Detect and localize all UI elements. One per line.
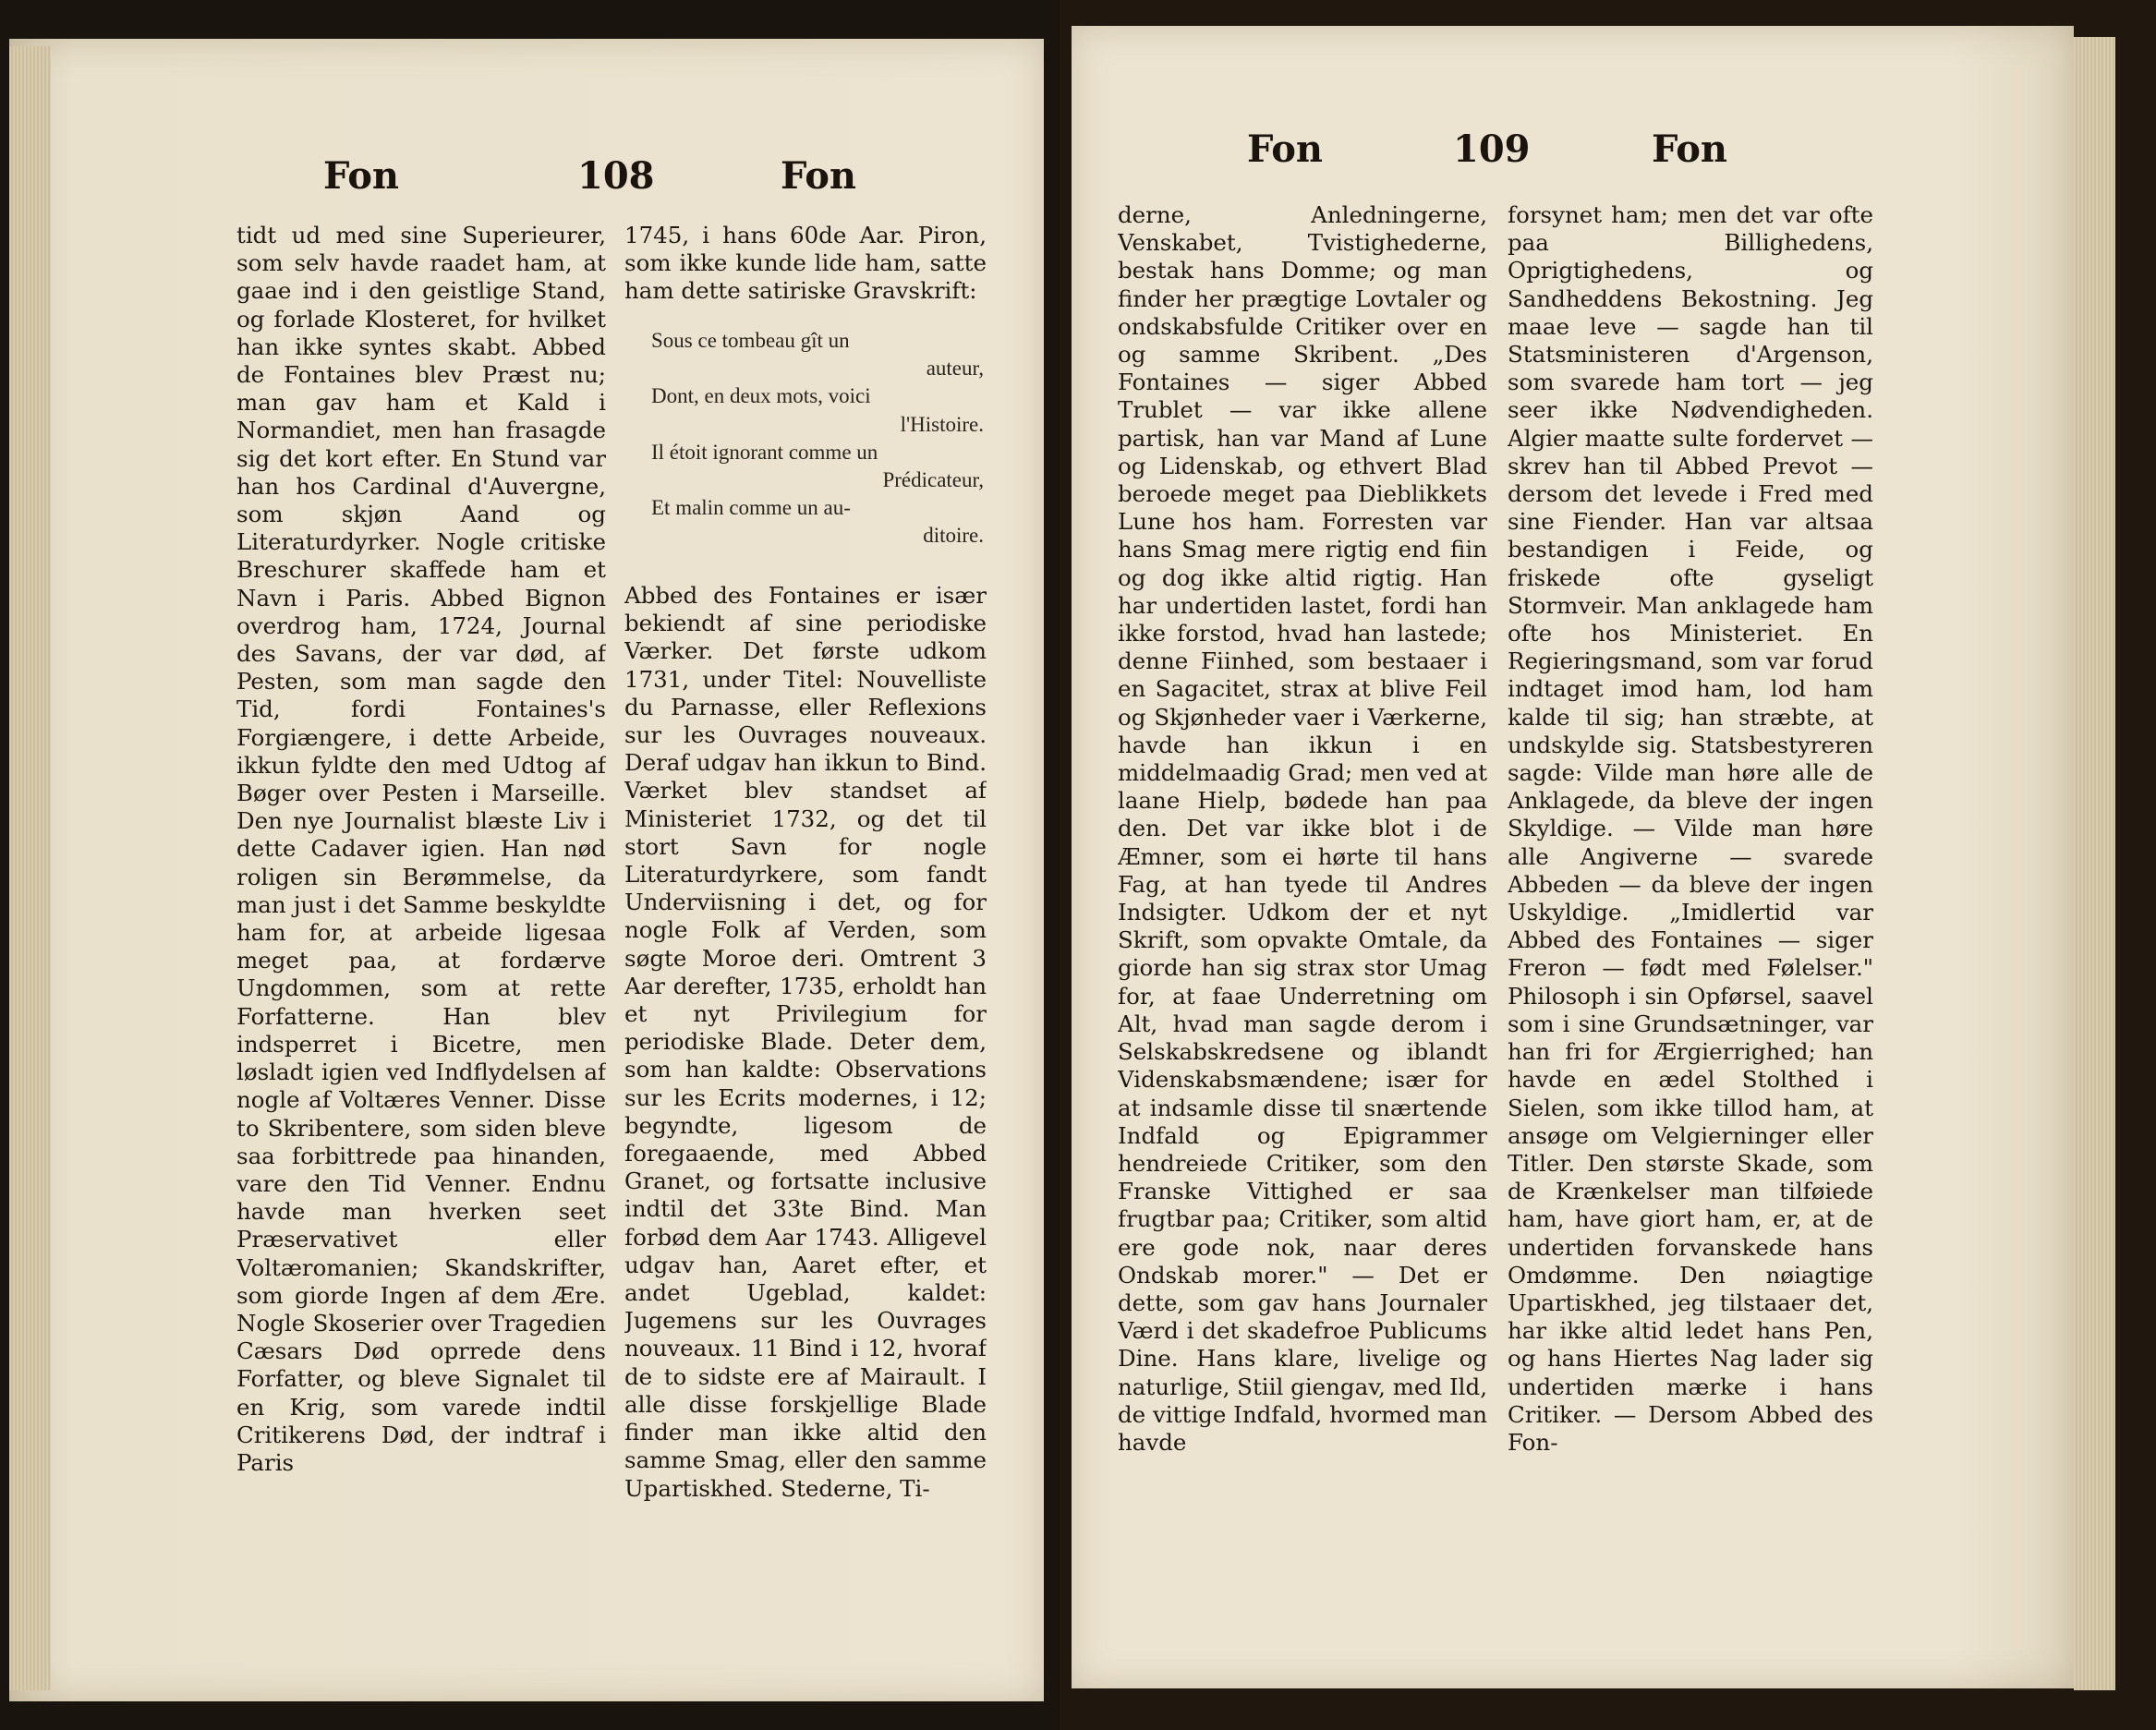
verse-line-1: Sous ce tombeau gît un bbox=[651, 329, 850, 352]
left-page-number: 108 bbox=[577, 154, 655, 198]
epitaph-verse bbox=[651, 327, 984, 550]
left-column-1-text: tidt ud med sine Superieurer, som selv havde raadet ham, at gaae ind i den geistlige Stand, og forlade Klosteret, for hvilket han ikke syntes skabt. Abbed de Fontaines blev Præst nu; man gav ham et Kald i Normandiet, men han frasagde sig det kort efter. En Stund var han hos Cardinal d'Auvergne, som skjøn Aand og Literaturdyrker. Nogle critiske Breschurer skaffede ham et Navn i Paris. Abbed Bignon overdrog ham, 1724, Journal des Savans, der var død, af Pesten, som man sagde den Tid, fordi Fontaines's Forgiængere, i dette Arbeide, ikkun fyldte den med Udtog af Bøger over Pesten i Marseille. Den nye Journalist blæste Liv i dette Cadaver igien. Han nød roligen sin Berømmelse, da man just i det Samme beskyldte ham for, at arbeide ligesaa meget paa, at fordærve Ungdommen, som at rette Forfatterne. Han blev indsperret i Bicetre, men løsladt igien ved Indflydelsen af nogle af Voltæres Venner. Disse to Skribentere, som siden bleve saa forbittrede paa hinanden, vare den Tid Venner. Endnu havde man hverken seet Præservativet eller Voltæromanien; Skandskrifter, som giorde Ingen af dem Ære. Nogle Skoserier over Tragedien Cæsars Død oprrede dens Forfatter, og bleve Signalet til en Krig, som varede indtil Critikerens Død, der indtraf i Paris bbox=[236, 222, 606, 1476]
left-column-2-body-text: Abbed des Fontaines er især bekiendt af sine periodiske Værker. Det første udkom 1731, under Titel: Nouvelliste du Parnasse, eller Reflexions sur les Ouvrages nouveaux. Deraf udgav han ikkun to Bind. Værket blev standset af Ministeriet 1732, og det til stort Savn for nogle Literaturdyrkere, som fandt Underviisning i det, og for nogle Folk af Verden, som søgte Moroe deri. Omtrent 3 Aar derefter, 1735, erholdt han et nyt Privilegium for periodiske Blade. Deter dem, som han kaldte: Observations sur les Ecrits modernes, i 12; begyndte, ligesom de foregaaende, med Abbed Granet, og fortsatte inclusive indtil det 33te Bind. Man forbød dem Aar 1743. Alligevel udgav han, Aaret efter, et andet Ugeblad, kaldet: Jugemens sur les Ouvrages nouveaux. 11 Bind i 12, hvoraf de to sidste ere af Mairault. I alle disse forskjellige Blade finder man ikke altid den samme Smag, eller den samme Upartiskhed. Stederne, Ti- bbox=[624, 582, 987, 1502]
right-running-head-right: Fon bbox=[1652, 127, 1727, 171]
left-column-2-intro bbox=[624, 222, 987, 309]
verse-line-3-cont: Prédicateur, bbox=[882, 468, 984, 492]
right-page bbox=[1072, 26, 2074, 1688]
verse-line-3: Il étoit ignorant comme un bbox=[651, 440, 878, 464]
right-page-edges bbox=[2074, 37, 2115, 1690]
left-column-2-intro-text: 1745, i hans 60de Aar. Piron, som ikke kunde lide ham, satte ham dette satiriske Gravskrift: bbox=[624, 222, 987, 305]
left-column-1 bbox=[236, 222, 606, 1570]
right-running-head-left: Fon bbox=[1247, 127, 1323, 171]
left-running-head-right: Fon bbox=[781, 154, 856, 198]
right-column-2 bbox=[1508, 201, 1873, 1522]
right-column-1-text: derne, Anledningerne, Venskabet, Tvistighederne, bestak hans Domme; og man finder her prægtige Lovtaler og ondskabsfulde Critiker over en og samme Skribent. „Des Fontaines — siger Abbed Trublet — var ikke allene partisk, han var Mand af Lune og Lidenskab, og ethvert Blad beroede meget paa Dieblikkets Lune hos ham. Forresten var hans Smag mere rigtig end fiin og dog ikke altid rigtig. Han har undertiden lastet, fordi han ikke forstod, hvad han lastede; denne Fiinhed, som bestaaer i en Sagacitet, strax at blive Feil og Skjønheder vaer i Værkerne, havde han ikkun i en middelmaadig Grad; men ved at laane Hielp, bødede han paa den. Det var ikke blot i de Æmner, som ei hørte til hans Fag, at han tyede til Andres Indsigter. Udkom der et nyt Skrift, som opvakte Omtale, da giorde han sig strax stor Umag for, at faae Underretning om Alt, hvad man sagde derom i Selskabskredsene og iblandt Videnskabsmændene; især for at indsamle disse til snærtende Indfald og Epigrammer hendreiede Critiker, som den Franske Vittighed er saa frugtbar paa; Critiker, som altid ere gode nok, naar deres Ondskab morer." — Det er dette, som gav hans Journaler Værd i det skadefroe Publicums Dine. Hans klare, livelige og naturlige, Stiil giengav, med Ild, de vittige Indfald, hvormed man havde bbox=[1118, 201, 1487, 1456]
right-column-1 bbox=[1118, 201, 1487, 1522]
left-page-edges bbox=[9, 46, 51, 1690]
left-running-head-left: Fon bbox=[323, 154, 399, 198]
verse-line-4: Et malin comme un au- bbox=[651, 496, 851, 520]
verse-line-2: Dont, en deux mots, voici bbox=[651, 384, 871, 408]
left-column-2-body bbox=[624, 582, 987, 1570]
left-page bbox=[9, 39, 1044, 1701]
verse-line-2-cont: l'Histoire. bbox=[900, 412, 984, 436]
verse-line-1-cont: auteur, bbox=[926, 357, 984, 381]
right-column-2-text: forsynet ham; men det var ofte paa Billighedens, Oprigtighedens, og Sandheddens Bekostning. Jeg maae leve — sagde han til Statsministeren d'Argenson, som svarede ham tort — jeg seer ikke Nødvendigheden. Algier maatte sulte fordervet — skrev han til Abbed Prevot — dersom det levede i Fred med sine Fiender. Han var altsaa bestandigen i Feide, og friskede ofte gyseligt Stormveir. Man anklagede ham ofte hos Ministeriet. En Regieringsmand, som var forud indtaget imod ham, lod ham kalde til sig; han stræbte, at undskylde sig. Statsbestyreren sagde: Vilde man høre alle de Anklagede, da bleve der ingen Skyldige. — Vilde man høre alle Angiverne — svarede Abbeden — da bleve der ingen Uskyldige. „Imidlertid var Abbed des Fontaines — siger Freron — født med Følelser." Philosoph i sin Opførsel, saavel som i sine Grundsætninger, var han fri for Ærgierrighed; han havde en ædel Stolthed i Sielen, som ikke tillod ham, at ansøge om Velgierninger eller Titler. Den største Skade, som de Krænkelser man tilføiede ham, have giort ham, er, at de undertiden forvanskede hans Omdømme. Den nøiagtige Upartiskhed, jeg tilstaaer det, har ikke altid ledet hans Pen, og hans Hiertes Nag lader sig undertiden mærke i hans Critiker. — Dersom Abbed des Fon- bbox=[1508, 201, 1873, 1456]
verse-line-4-cont: ditoire. bbox=[923, 524, 984, 548]
right-page-number: 109 bbox=[1453, 127, 1531, 171]
